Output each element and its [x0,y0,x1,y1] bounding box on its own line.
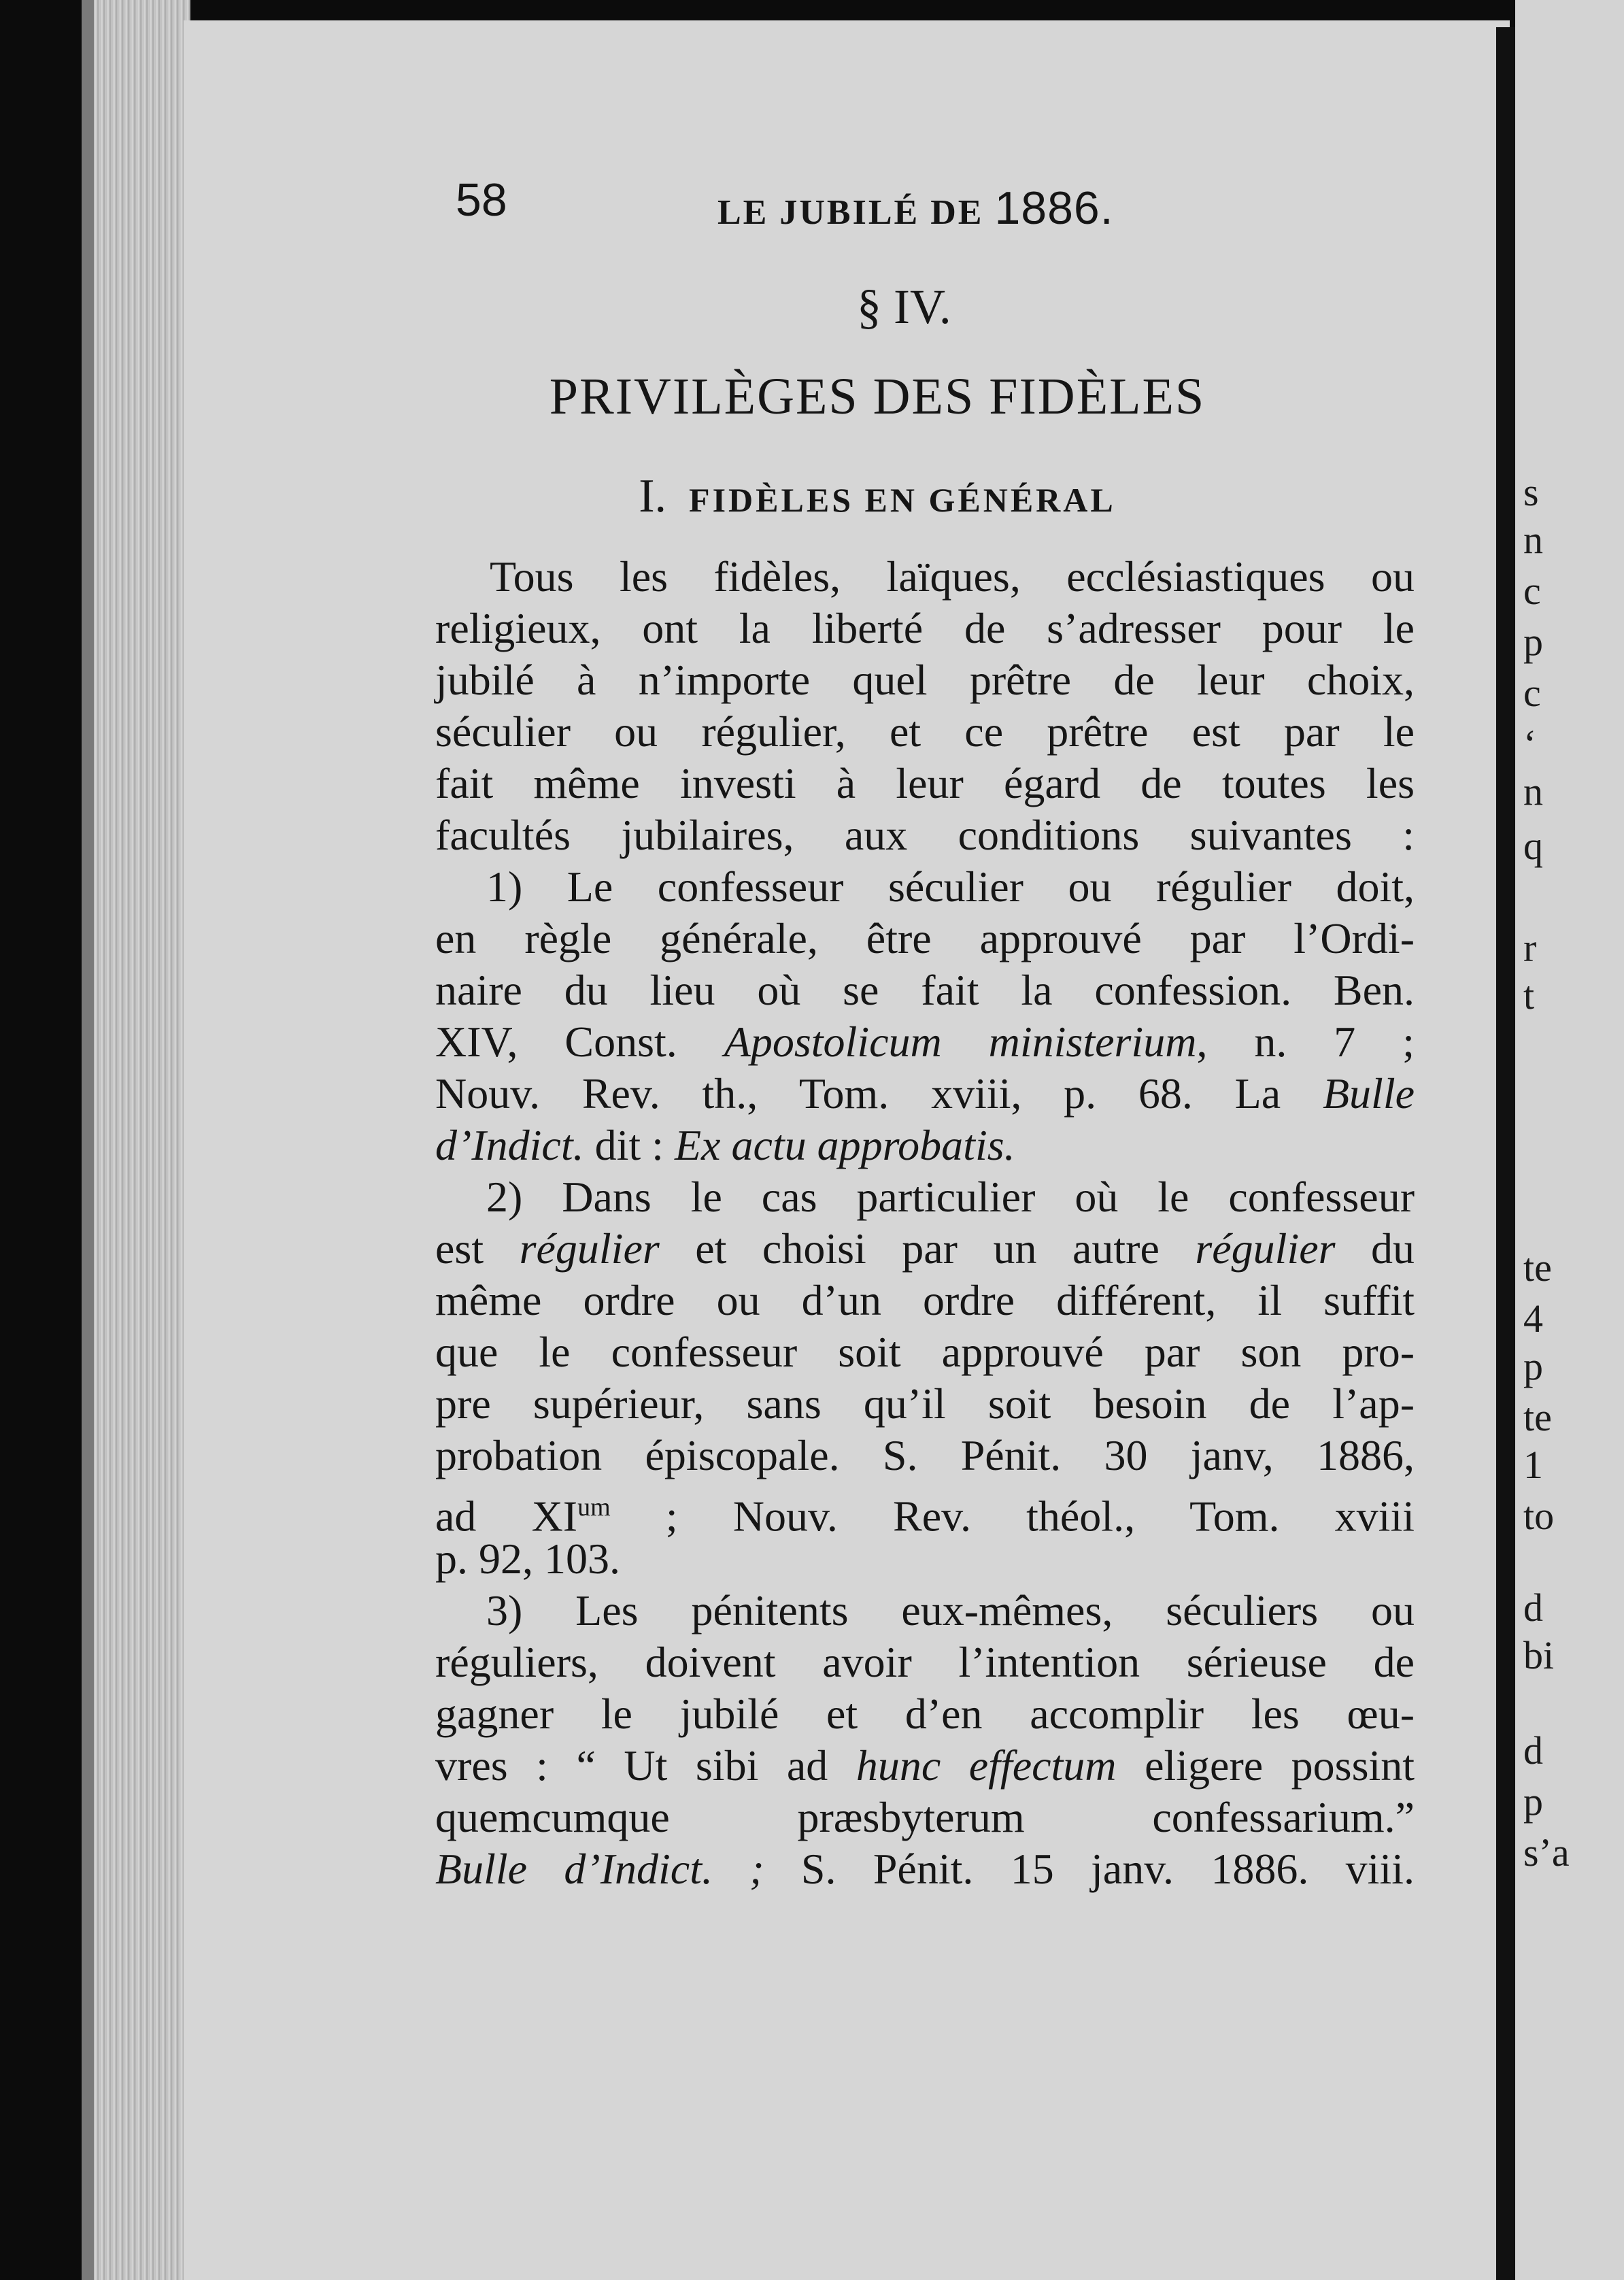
next-page-fragment: p [1523,620,1543,664]
text-line: religieux, ont la liberté de s’adresser pour le [435,604,1415,652]
text-line-const [435,1016,1415,1068]
text-line: gagner le jubilé et d’en accomplir les œu- [435,1690,1415,1738]
text-line: même ordre ou d’un ordre différent, il suffit [435,1276,1415,1324]
ex-actu-quote: Ex actu approbatis. [674,1121,1015,1169]
text-line-final [435,1843,1415,1895]
next-page-fragment: s [1523,470,1539,514]
penit-ref: S. Pénit. 15 janv. 1886. viii. [800,1845,1415,1893]
next-page-fragment: 4 [1523,1296,1543,1341]
text-line: Tous les fidèles, laïques, ecclésiastiques ou [490,552,1415,601]
next-page-fragment: 1 [1523,1443,1543,1487]
next-page-fragment: c [1523,569,1541,613]
text-line-indict [435,1120,1415,1171]
regulier-word: régulier [519,1224,660,1273]
subsection-title: FIDÈLES EN GÉNÉRAL [689,481,1116,519]
subsection-number: I. [639,470,667,522]
section-title: PRIVILÈGES DES FIDÈLES [549,368,1206,425]
const-suffix: , n. 7 ; [1196,1018,1415,1066]
text-line: réguliers, doivent avoir l’intention sérieuse de [435,1638,1415,1686]
text-line: séculier ou régulier, et ce prêtre est par le [435,707,1415,756]
text-line: 2) Dans le cas particulier où le confesseur [486,1173,1415,1221]
const-title: Apostolicum ministerium [724,1018,1197,1066]
next-page-fragment: bi [1523,1633,1555,1677]
nouv-rev-theol: ; Nouv. Rev. théol., Tom. xviii [665,1492,1415,1541]
dit-word: dit : [594,1121,664,1169]
bulle-indict-ref: Bulle d’Indict. ; [435,1845,764,1893]
next-page-fragment: q [1523,824,1543,868]
text-line: 3) Les pénitents eux-mêmes, séculiers ou [486,1586,1415,1634]
bulle-word: Bulle [1322,1069,1415,1118]
const-prefix: XIV, Const. [435,1018,677,1066]
text-line: fait même investi à leur égard de toutes les [435,759,1415,807]
running-head-year: 1886. [994,182,1114,234]
text-line-adxi [435,1481,1415,1541]
section-mark: § IV. [857,280,951,334]
next-page-fragment: d [1523,1728,1543,1773]
du-word: du [1371,1224,1415,1273]
next-page-fragment: c [1523,671,1541,715]
text-line: en règle générale, être approuvé par l’Ordi- [435,914,1415,962]
eligere-phrase: eligere possint [1145,1741,1415,1790]
body-text [435,551,1415,1895]
next-page-fragment: te [1523,1395,1552,1439]
text-line: naire du lieu où se fait la confession. Ben. [435,966,1415,1014]
next-page-fragment: to [1523,1494,1555,1538]
indict-word: d’Indict. [435,1121,584,1169]
text-line-nouv [435,1068,1415,1120]
choisi-phrase: et choisi par un autre [695,1224,1160,1273]
vres-phrase: vres : “ Ut sibi ad [435,1741,828,1790]
regulier-word-2: régulier [1195,1224,1336,1273]
next-page-fragment: ‘ [1523,722,1537,766]
text-line-hunc [435,1740,1415,1792]
nouv-rev-ref: Nouv. Rev. th., Tom. xviii, p. 68. La [435,1069,1281,1118]
est-word: est [435,1224,484,1273]
text-line: pre supérieur, sans qu’il soit besoin de l’ap- [435,1379,1415,1428]
subsection-heading [435,469,1319,524]
next-page-fragment: n [1523,518,1543,562]
running-head [717,182,1114,235]
ad-xi-sup: um [577,1493,611,1522]
running-head-text: LE JUBILÉ DE [717,193,984,232]
page-number: 58 [456,174,507,226]
next-page-sliver [1515,0,1624,2280]
book-gutter [1496,27,1515,2280]
next-page-fragment: te [1523,1245,1552,1290]
text-line: facultés jubilaires, aux conditions suivantes : [435,811,1415,859]
hunc-effectum: hunc effectum [856,1741,1117,1790]
text-line: probation épiscopale. S. Pénit. 30 janv, 1886, [435,1431,1415,1479]
next-page-fragment: d [1523,1586,1543,1630]
page-edges-shadow [82,0,94,2280]
text-line: quemcumque præsbyterum confessarium.” [435,1793,1415,1841]
ad-xi: ad XI [435,1492,578,1541]
text-line: que le confesseur soit approuvé par son pro- [435,1328,1415,1376]
next-page-fragment: p [1523,1779,1543,1824]
next-page-fragment: t [1523,973,1535,1018]
next-page-fragment: s’a [1523,1830,1570,1875]
next-page-fragment: p [1523,1344,1543,1388]
next-page-fragment: n [1523,769,1543,814]
page-edges [82,0,190,2280]
text-line: 1) Le confesseur séculier ou régulier doit, [486,862,1415,911]
text-line: p. 92, 103. [435,1535,620,1583]
next-page-fragment: r [1523,926,1537,970]
text-line-regulier [435,1223,1415,1275]
page-header [456,173,1177,234]
text-line: jubilé à n’importe quel prêtre de leur choix, [435,656,1415,704]
